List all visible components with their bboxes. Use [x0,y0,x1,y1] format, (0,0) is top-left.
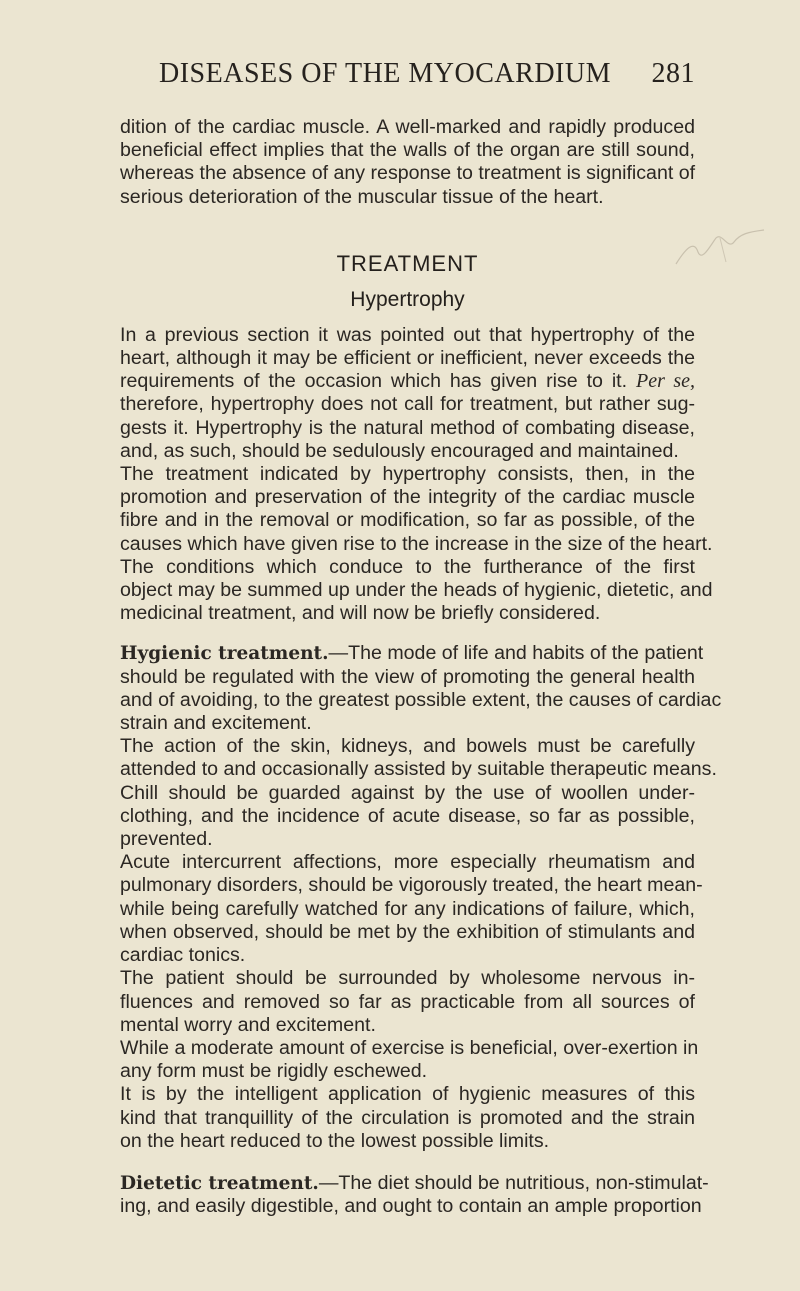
paragraph-line: clothing, and the incidence of acute disease, so far as possible, [120,804,695,827]
paragraph-line: causes which have given rise to the increase in the size of the heart. [120,532,713,555]
paragraph-line: heart, although it may be efficient or inefficient, never exceeds the [120,347,695,370]
paragraph-line: fluences and removed so far as practicable from all sources of [120,990,695,1013]
hygienic-treatment-section [120,642,722,1152]
paragraph-line: mental worry and excitement. [120,1013,376,1036]
paragraph-line: It is by the intelligent application of hygienic measures of this [120,1083,695,1106]
body-text [120,116,722,1218]
hygienic-first-line [120,642,704,665]
paragraph-line: Chill should be guarded against by the use of woollen under- [120,781,695,804]
paragraph-line: In a previous section it was pointed out that hypertrophy of the [120,323,695,346]
paragraph-line: ing, and easily digestible, and ought to contain an ample proportion [120,1195,702,1218]
paragraph-line: attended to and occasionally assisted by suitable therapeutic means. [120,758,717,781]
paragraph-line: any form must be rigidly eschewed. [120,1060,428,1083]
paragraph-line: promotion and preservation of the integrity of the cardiac muscle [120,486,695,509]
paragraph-line: The patient should be surrounded by wholesome nervous in- [120,967,695,990]
paragraph-line: kind that tranquillity of the circulation is promoted and the strain [120,1106,695,1129]
paragraph-line: on the heart reduced to the lowest possible limits. [120,1129,550,1152]
paragraph-line: While a moderate amount of exercise is beneficial, over-exertion in [120,1036,699,1059]
paragraph-text: requirements of the occasion which has given rise to it. [120,370,628,393]
hypertrophy-paragraph-1 [120,324,695,463]
hygienic-lead-heading: Hygienic treatment. [120,643,329,665]
paragraph-line: The conditions which conduce to the furtherance of the first [120,555,695,578]
paragraph-line: The action of the skin, kidneys, and bowels must be carefully [120,735,695,758]
paragraph-line: Acute intercurrent affections, more especially rheumatism and [120,851,695,874]
paragraph-line: cardiac tonics. [120,944,246,967]
paragraph-line: when observed, should be met by the exhibition of stimulants and [120,920,695,943]
paragraph-line-with-italic [120,370,695,393]
intro-paragraph [120,116,695,209]
intro-line: beneficial effect implies that the walls of the organ are still sound, [120,139,695,162]
paragraph-line: pulmonary disorders, should be vigorously treated, the heart mean- [120,874,703,897]
paragraph-line: The treatment indicated by hypertrophy consists, then, in the [120,463,695,486]
paragraph-line: strain and excitement. [120,712,312,735]
page-number: 281 [651,58,695,89]
paragraph-line: and, as such, should be sedulously encouraged and maintained. [120,439,679,462]
paragraph-text: —The mode of life and habits of the patient [328,642,704,665]
paragraph-line: object may be summed up under the heads of hygienic, dietetic, and [120,579,713,602]
intro-line: serious deterioration of the muscular tissue of the heart. [120,185,604,208]
paragraph-line: prevented. [120,828,213,851]
hypertrophy-paragraph-2 [120,463,713,625]
section-subtitle: Hypertrophy [350,287,465,311]
intro-line: dition of the cardiac muscle. A well-marked and rapidly produced [120,116,695,138]
paragraph-text: —The diet should be nutritious, non-stimulat- [318,1171,709,1194]
paragraph-line: fibre and in the removal or modification, so far as possible, of the [120,509,695,532]
paragraph-line: therefore, hypertrophy does not call for treatment, but rather sug- [120,393,695,416]
dietetic-treatment-section [120,1171,709,1218]
paragraph-line: and of avoiding, to the greatest possible extent, the causes of cardiac [120,688,722,711]
paragraph-line: gests it. Hypertrophy is the natural method of combating disease, [120,416,695,439]
paragraph-line: should be regulated with the view of promoting the general health [120,665,695,688]
dietetic-lead-heading: Dietetic treatment. [120,1172,319,1194]
dietetic-first-line [120,1171,709,1195]
intro-line: whereas the absence of any response to treatment is significant of [120,162,696,185]
running-title: DISEASES OF THE MYOCARDIUM [159,58,611,89]
running-header [120,58,695,90]
section-title: TREATMENT [336,250,479,276]
paragraph-line: medicinal treatment, and will now be briefly considered. [120,602,601,625]
paragraph-line: while being carefully watched for any indications of failure, which, [120,897,695,920]
italic-phrase: Per se, [635,370,695,393]
